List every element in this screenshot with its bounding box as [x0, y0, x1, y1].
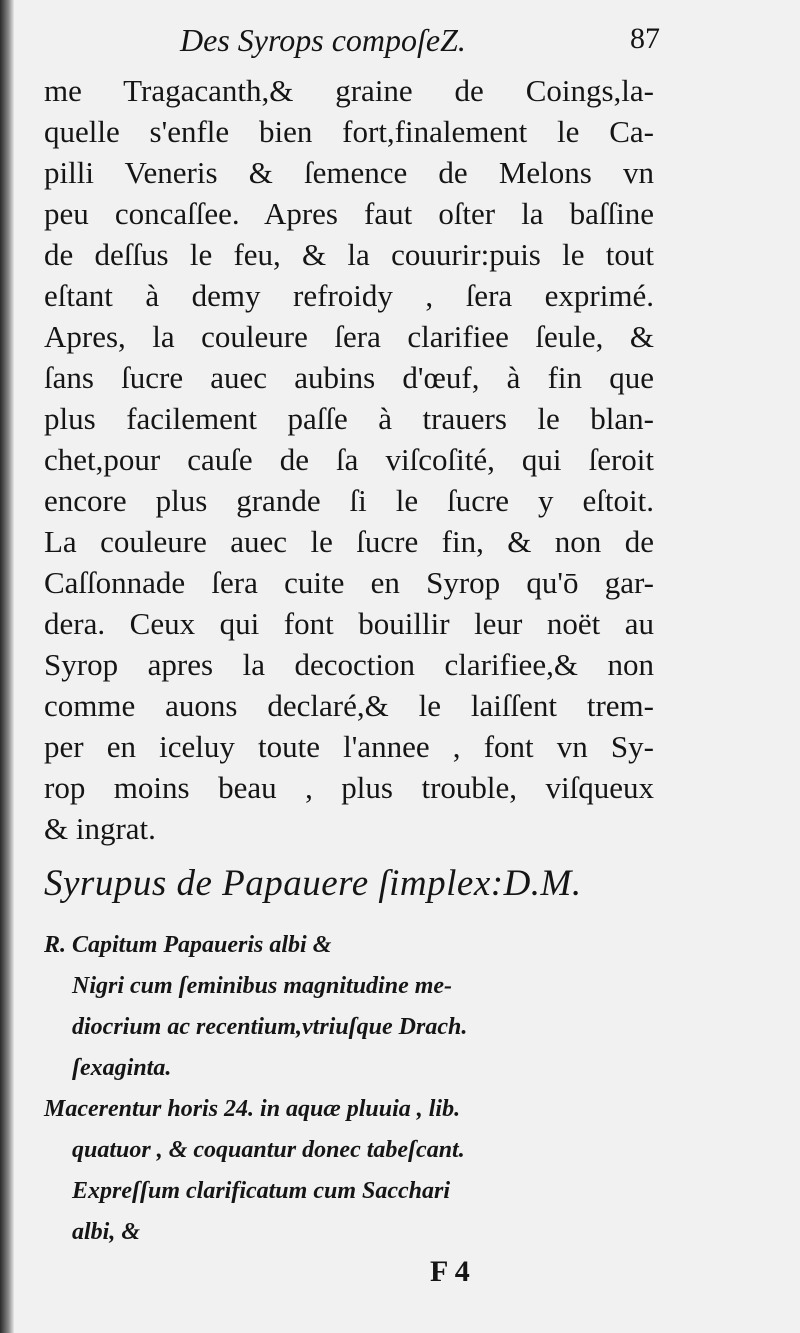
running-header — [180, 14, 660, 64]
recipe-line: diocrium ac recentium,vtriuſque Drach. — [72, 1014, 468, 1040]
recipe-line: ſexaginta. — [72, 1055, 172, 1081]
recipe-line: Macerentur horis 24. in aquæ pluuia , lib. — [44, 1096, 461, 1122]
recipe-line: Expreſſum clarificatum cum Sacchari — [72, 1178, 450, 1204]
text-line: eſtant à demy refroidy , ſera exprimé. — [44, 278, 654, 313]
section-heading: Syrupus de Papauere ſimplex:D.M. — [44, 863, 582, 904]
recipe-block — [44, 925, 654, 1253]
page-gutter — [0, 0, 14, 1333]
text-line: per en iceluy toute l'annee , font vn Sy- — [44, 729, 654, 764]
text-line: plus facilement paſſe à trauers le blan- — [44, 401, 654, 436]
text-line: dera. Ceux qui font bouillir leur noët au — [44, 606, 654, 641]
body-text — [44, 70, 654, 849]
page-number: 87 — [630, 22, 660, 55]
text-line: Apres, la couleure ſera clarifiee ſeule, & — [44, 319, 654, 354]
running-title: Des Syrops compoſeZ. — [180, 22, 466, 58]
recipe-line: quatuor , & coquantur donec tabeſcant. — [72, 1137, 465, 1163]
text-line: chet,pour cauſe de ſa viſcoſité, qui ſeroit — [44, 442, 654, 477]
text-line: de deſſus le feu, & la couurir:puis le tout — [44, 237, 654, 272]
text-line: quelle s'enfle bien fort,finalement le Ca- — [44, 114, 654, 149]
text-line: Syrop apres la decoction clarifiee,& non — [44, 647, 654, 682]
text-line: Caſſonnade ſera cuite en Syrop qu'ō gar- — [44, 565, 654, 600]
signature-mark: F 4 — [430, 1255, 470, 1288]
text-line: & ingrat. — [44, 811, 156, 846]
text-line: peu concaſſee. Apres faut oſter la baſſine — [44, 196, 654, 231]
recipe-line: R. Capitum Papaueris albi & — [44, 932, 332, 958]
text-line: rop moins beau , plus trouble, viſqueux — [44, 770, 654, 805]
text-line: encore plus grande ſi le ſucre y eſtoit. — [44, 483, 654, 518]
recipe-line: albi, & — [72, 1219, 141, 1245]
text-line: me Tragacanth,& graine de Coings,la- — [44, 73, 654, 108]
text-line: ſans ſucre auec aubins d'œuf, à fin que — [44, 360, 654, 395]
text-line: pilli Veneris & ſemence de Melons vn — [44, 155, 654, 190]
text-line: comme auons declaré,& le laiſſent trem- — [44, 688, 654, 723]
recipe-line: Nigri cum ſeminibus magnitudine me- — [72, 973, 453, 999]
text-line: La couleure auec le ſucre fin, & non de — [44, 524, 654, 559]
